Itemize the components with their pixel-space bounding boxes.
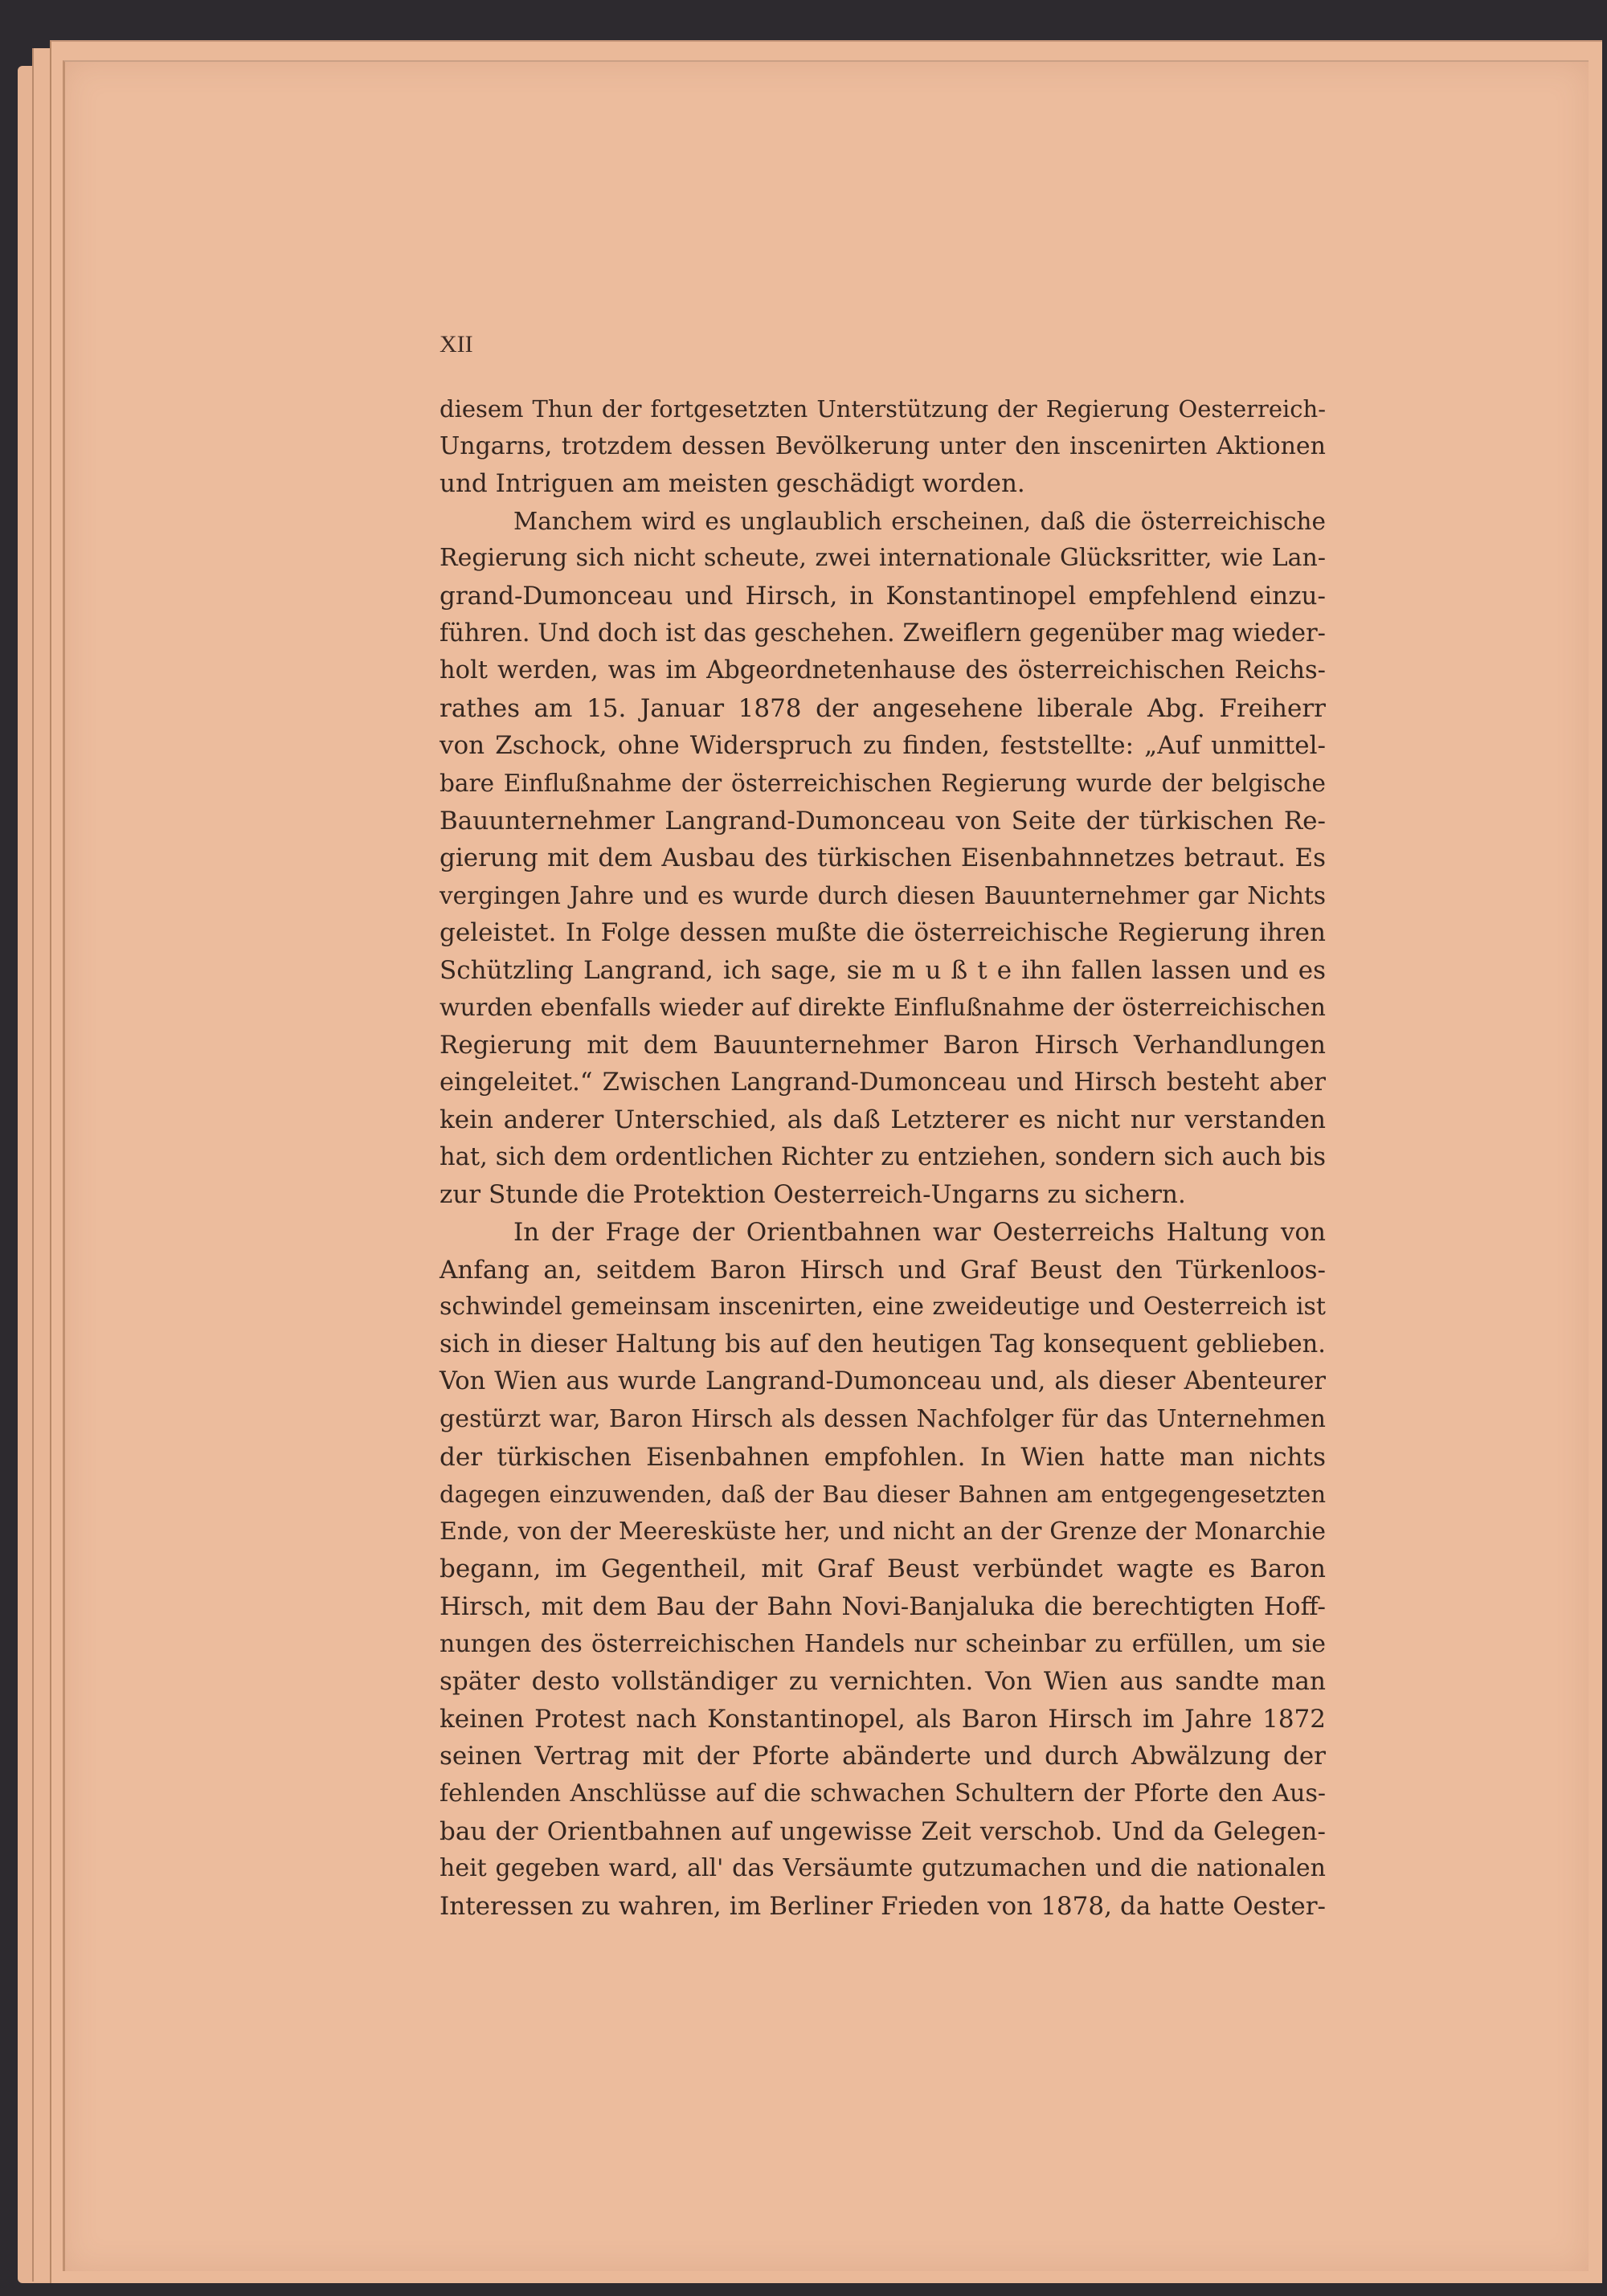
text-line: Regierung sich nicht scheute, zwei internationale Glücksritter, wie Lan-	[440, 544, 1326, 573]
text-line: fehlenden Anschlüsse auf die schwachen Schultern der Pforte den Aus-	[440, 1779, 1326, 1808]
text-line: dagegen einzuwenden, daß der Bau dieser Bahnen am entgegengesetzten	[440, 1481, 1326, 1509]
text-line: In der Frage der Orientbahnen war Oesterreichs Haltung von	[513, 1218, 1326, 1248]
text-line: holt werden, was im Abgeordnetenhause des österreichischen Reichs-	[440, 656, 1326, 685]
text-line: und Intriguen am meisten geschädigt worden.	[440, 469, 1025, 499]
text-line: führen. Und doch ist das geschehen. Zweiflern gegenüber mag wieder-	[440, 619, 1326, 648]
text-line: von Zschock, ohne Widerspruch zu finden, feststellte: „Auf unmittel-	[440, 731, 1326, 761]
text-line: Interessen zu wahren, im Berliner Frieden von 1878, da hatte Oester-	[440, 1891, 1326, 1921]
text-line: vergingen Jahre und es wurde durch diesen Bauunternehmer gar Nichts	[440, 881, 1326, 909]
text-line: wurden ebenfalls wieder auf direkte Einflußnahme der österreichischen	[440, 993, 1326, 1022]
text-line: Ende, von der Meeresküste her, und nicht an der Grenze der Monarchie	[440, 1517, 1326, 1546]
text-line: kein anderer Unterschied, als daß Letzterer es nicht nur verstanden	[440, 1105, 1326, 1135]
text-line: Hirsch, mit dem Bau der Bahn Novi-Banjaluka die berechtigten Hoff-	[440, 1592, 1326, 1621]
text-line: eingeleitet.“ Zwischen Langrand-Dumonceau und Hirsch besteht aber	[440, 1068, 1326, 1097]
text-line: zur Stunde die Protektion Oesterreich-Ungarns zu sichern.	[440, 1180, 1186, 1210]
text-line: Anfang an, seitdem Baron Hirsch und Graf Beust den Türkenloos-	[440, 1255, 1326, 1285]
text-line: gestürzt war, Baron Hirsch als dessen Nachfolger für das Unternehmen	[440, 1405, 1326, 1434]
text-line: Ungarns, trotzdem dessen Bevölkerung unter den inscenirten Aktionen	[440, 431, 1326, 460]
text-line: Manchem wird es unglaublich erscheinen, daß die österreichische	[513, 507, 1326, 535]
text-line: grand-Dumonceau und Hirsch, in Konstantinopel empfehlend einzu-	[440, 581, 1326, 611]
page-number: XII	[440, 331, 473, 357]
text-line: keinen Protest nach Konstantinopel, als Baron Hirsch im Jahre 1872	[440, 1704, 1326, 1734]
text-line: gierung mit dem Ausbau des türkischen Eisenbahnnetzes betraut. Es	[440, 844, 1326, 873]
text-line: bare Einflußnahme der österreichischen Regierung wurde der belgische	[440, 769, 1326, 797]
text-line: diesem Thun der fortgesetzten Unterstützung der Regierung Oesterreich-	[440, 395, 1326, 423]
text-line: Schützling Langrand, ich sage, sie m u ß t e ihn fallen lassen und es	[440, 955, 1326, 985]
text-line: Regierung mit dem Bauunternehmer Baron Hirsch Verhandlungen	[440, 1031, 1326, 1060]
text-line: begann, im Gegentheil, mit Graf Beust verbündet wagte es Baron	[440, 1554, 1326, 1584]
text-line: geleistet. In Folge dessen mußte die österreichische Regierung ihren	[440, 918, 1326, 948]
text-line: hat, sich dem ordentlichen Richter zu entziehen, sondern sich auch bis	[440, 1142, 1326, 1171]
text-line: bau der Orientbahnen auf ungewisse Zeit verschob. Und da Gelegen-	[440, 1816, 1326, 1846]
text-line: der türkischen Eisenbahnen empfohlen. In Wien hatte man nichts	[440, 1442, 1326, 1472]
text-line: seinen Vertrag mit der Pforte abänderte und durch Abwälzung der	[440, 1742, 1326, 1771]
body-text	[440, 390, 1326, 1925]
text-line: Bauunternehmer Langrand-Dumonceau von Seite der türkischen Re-	[440, 806, 1326, 835]
text-line: rathes am 15. Januar 1878 der angesehene liberale Abg. Freiherr	[440, 693, 1326, 723]
text-line: Von Wien aus wurde Langrand-Dumonceau und, als dieser Abenteurer	[440, 1367, 1326, 1396]
text-line: heit gegeben ward, all' das Versäumte gutzumachen und die nationalen	[440, 1854, 1326, 1883]
text-line: später desto vollständiger zu vernichten. Von Wien aus sandte man	[440, 1667, 1326, 1697]
text-line: nungen des österreichischen Handels nur scheinbar zu erfüllen, um sie	[440, 1629, 1326, 1658]
text-line: schwindel gemeinsam inscenirten, eine zweideutige und Oesterreich ist	[440, 1293, 1326, 1322]
text-line: sich in dieser Haltung bis auf den heutigen Tag konsequent geblieben.	[440, 1330, 1326, 1358]
